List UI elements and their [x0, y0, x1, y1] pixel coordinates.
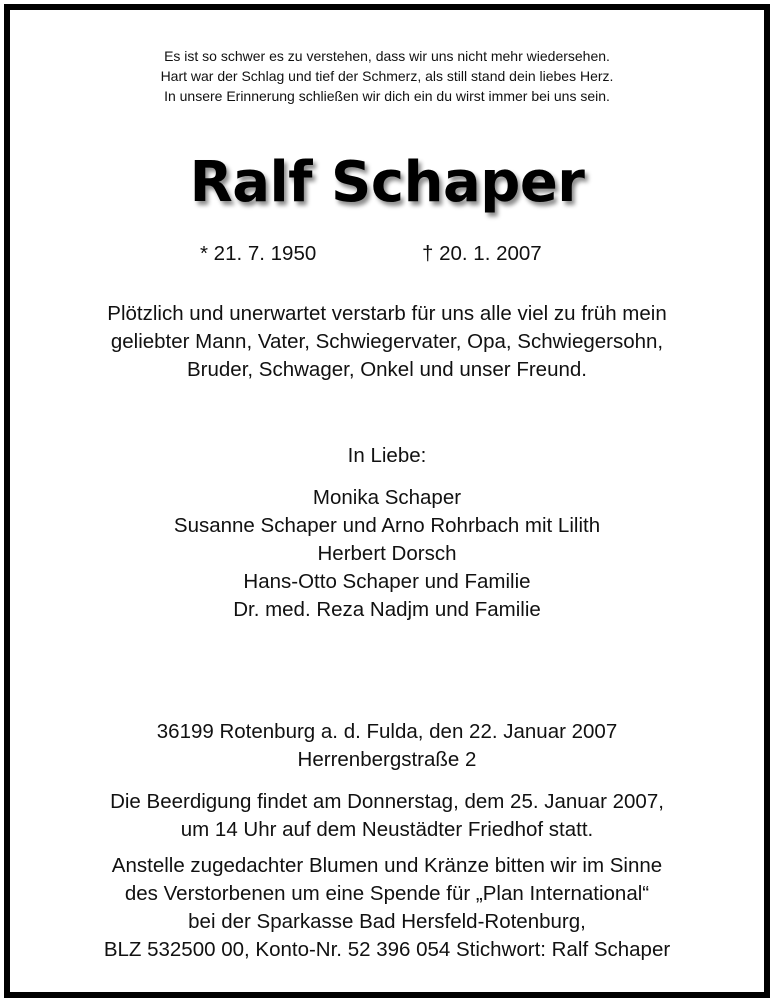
verse-line: Es ist so schwer es zu verstehen, dass wir uns nicht mehr wiedersehen. — [164, 48, 610, 64]
place-date-line: 36199 Rotenburg a. d. Fulda, den 22. Januar 2007 — [156, 720, 618, 743]
obituary-frame — [4, 4, 770, 998]
mourner-name: Herbert Dorsch — [317, 542, 457, 565]
announcement-line: Bruder, Schwager, Onkel und unser Freund. — [187, 358, 587, 381]
announcement-line: Plötzlich und unerwartet verstarb für uns alle viel zu früh mein — [107, 302, 667, 325]
funeral-line: Die Beerdigung findet am Donnerstag, dem 25. Januar 2007, — [110, 790, 664, 813]
death-date: † 20. 1. 2007 — [422, 242, 542, 265]
mourner-name: Dr. med. Reza Nadjm und Familie — [233, 598, 541, 621]
funeral-line: um 14 Uhr auf dem Neustädter Friedhof statt. — [180, 818, 594, 841]
life-dates — [10, 242, 764, 270]
birth-date: * 21. 7. 1950 — [200, 242, 317, 265]
mourner-name: Hans-Otto Schaper und Familie — [243, 570, 531, 593]
mourner-name: Monika Schaper — [312, 486, 462, 509]
mourner-name: Susanne Schaper und Arno Rohrbach mit Lilith — [173, 514, 601, 537]
donation-line: BLZ 532500 00, Konto-Nr. 52 396 054 Stichwort: Ralf Schaper — [103, 938, 671, 961]
donation-line: bei der Sparkasse Bad Hersfeld-Rotenburg, — [188, 910, 586, 933]
verse-line: In unsere Erinnerung schließen wir dich ein du wirst immer bei uns sein. — [164, 88, 610, 104]
verse-line: Hart war der Schlag und tief der Schmerz, als still stand dein liebes Herz. — [160, 68, 614, 84]
deceased-name: Ralf Schaper — [189, 150, 585, 215]
announcement-line: geliebter Mann, Vater, Schwiegervater, Opa, Schwiegersohn, — [110, 330, 664, 353]
donation-line: Anstelle zugedachter Blumen und Kränze bitten wir im Sinne — [111, 854, 663, 877]
donation-line: des Verstorbenen um eine Spende für „Plan International“ — [124, 882, 650, 905]
in-love-heading: In Liebe: — [347, 444, 427, 467]
street-line: Herrenbergstraße 2 — [297, 748, 477, 771]
